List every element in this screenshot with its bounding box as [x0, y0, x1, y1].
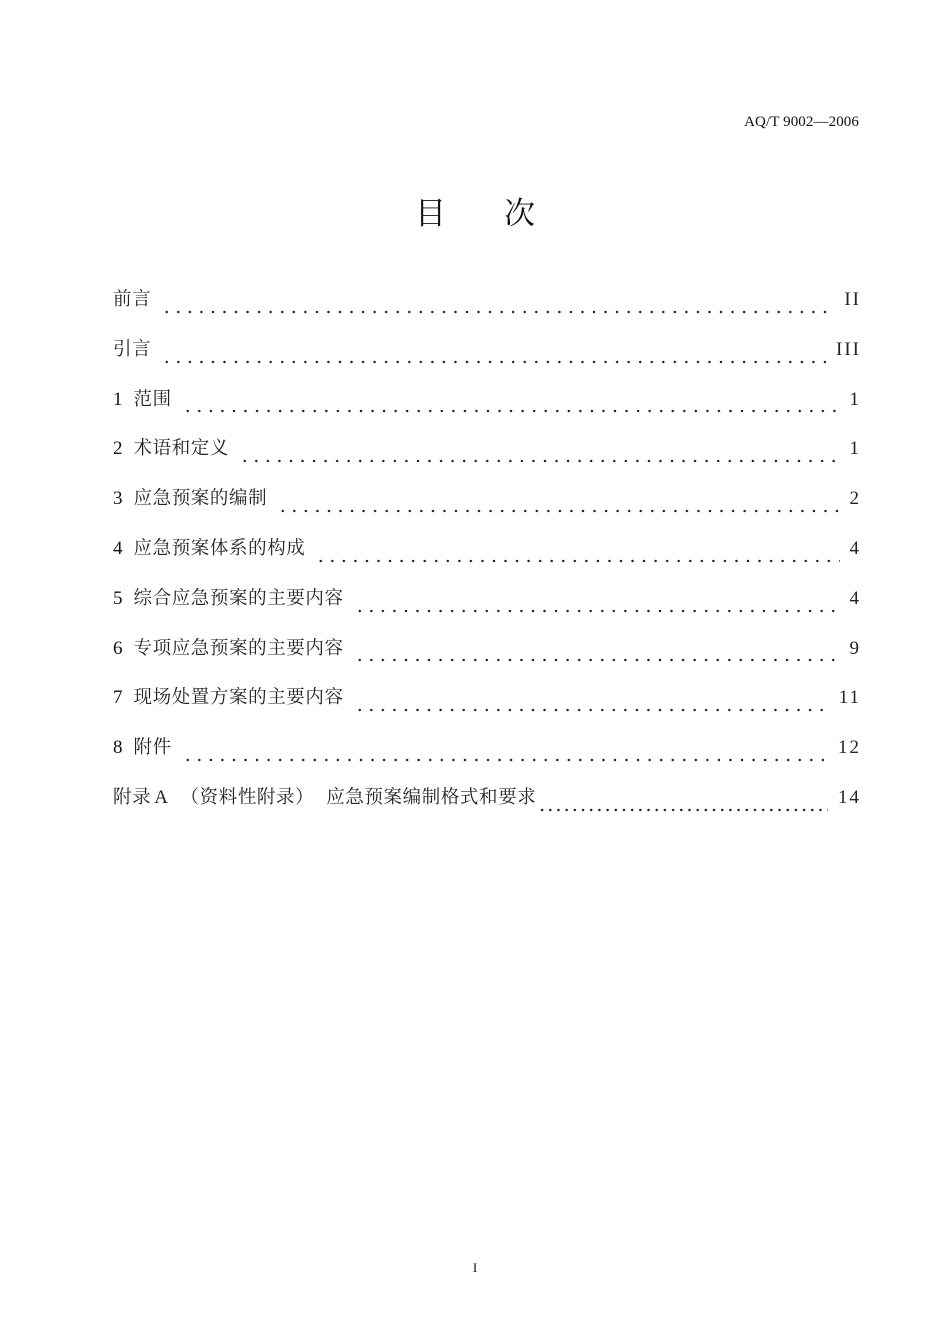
toc-entry-number: 8	[113, 737, 123, 759]
toc-entry-number: 4	[113, 537, 123, 559]
toc-entry-3[interactable]	[113, 484, 859, 534]
table-of-contents	[113, 285, 859, 833]
dot-leader	[315, 551, 839, 565]
toc-entry-label: 应急预案的编制	[133, 488, 268, 510]
toc-entry-appendix-a[interactable]	[113, 783, 859, 833]
toc-entry-2[interactable]	[113, 434, 859, 484]
toc-entry-6[interactable]	[113, 634, 859, 684]
dot-leader	[354, 650, 840, 664]
toc-entry-label: 应急预案体系的构成	[133, 537, 306, 559]
dot-leader	[182, 401, 840, 415]
toc-entry-page: 14	[838, 786, 861, 808]
toc-entry-number: 1	[113, 388, 123, 410]
toc-entry-page: 11	[838, 687, 861, 709]
toc-entry-label: 范围	[133, 388, 172, 410]
toc-entry-number: 7	[113, 687, 123, 709]
toc-entry-number: 2	[113, 438, 123, 460]
toc-entry-page: 4	[849, 537, 861, 559]
toc-entry-label: 引言	[113, 338, 152, 360]
dot-leader	[182, 750, 828, 764]
toc-entry-page: 9	[849, 637, 861, 659]
dot-leader	[354, 700, 829, 714]
standard-code: AQ/T 9002—2006	[744, 114, 859, 130]
toc-entry-label: 现场处置方案的主要内容	[133, 687, 344, 709]
toc-entry-label: 综合应急预案的主要内容	[133, 587, 344, 609]
appendix-letter: A	[154, 786, 169, 808]
page-title-char-1: 目	[415, 196, 446, 232]
toc-entry-page: III	[836, 338, 861, 360]
dot-leader	[161, 352, 826, 366]
toc-entry-page: 1	[849, 438, 861, 460]
toc-entry-introduction[interactable]	[113, 335, 859, 385]
page-title-char-2: 次	[504, 196, 535, 232]
toc-entry-number: 3	[113, 488, 123, 510]
toc-entry-label: 术语和定义	[133, 438, 230, 460]
dot-leader	[538, 800, 828, 814]
toc-entry-page: 12	[838, 737, 861, 759]
toc-entry-5[interactable]	[113, 584, 859, 634]
appendix-label: 应急预案编制格式和要求	[326, 786, 537, 808]
toc-entry-page: II	[844, 289, 861, 310]
dot-leader	[161, 302, 834, 316]
page-title	[0, 188, 950, 233]
toc-entry-number: 6	[113, 637, 123, 659]
appendix-type: （资料性附录）	[180, 786, 315, 808]
toc-entry-page: 4	[849, 587, 861, 609]
toc-entry-8[interactable]	[113, 733, 859, 783]
toc-entry-label: 专项应急预案的主要内容	[133, 637, 344, 659]
toc-entry-4[interactable]	[113, 534, 859, 584]
toc-entry-number: 5	[113, 587, 123, 609]
toc-entry-7[interactable]	[113, 683, 859, 733]
toc-entry-preface[interactable]	[113, 285, 859, 335]
dot-leader	[277, 501, 839, 515]
toc-entry-page: 1	[849, 388, 861, 410]
toc-entry-label: 前言	[113, 289, 152, 310]
toc-entry-label: 附件	[133, 737, 172, 759]
page-number: I	[472, 1260, 478, 1275]
dot-leader	[239, 451, 839, 465]
dot-leader	[354, 601, 840, 615]
toc-entry-page: 2	[849, 488, 861, 510]
appendix-prefix: 附录	[113, 786, 152, 808]
toc-entry-1[interactable]	[113, 385, 859, 435]
